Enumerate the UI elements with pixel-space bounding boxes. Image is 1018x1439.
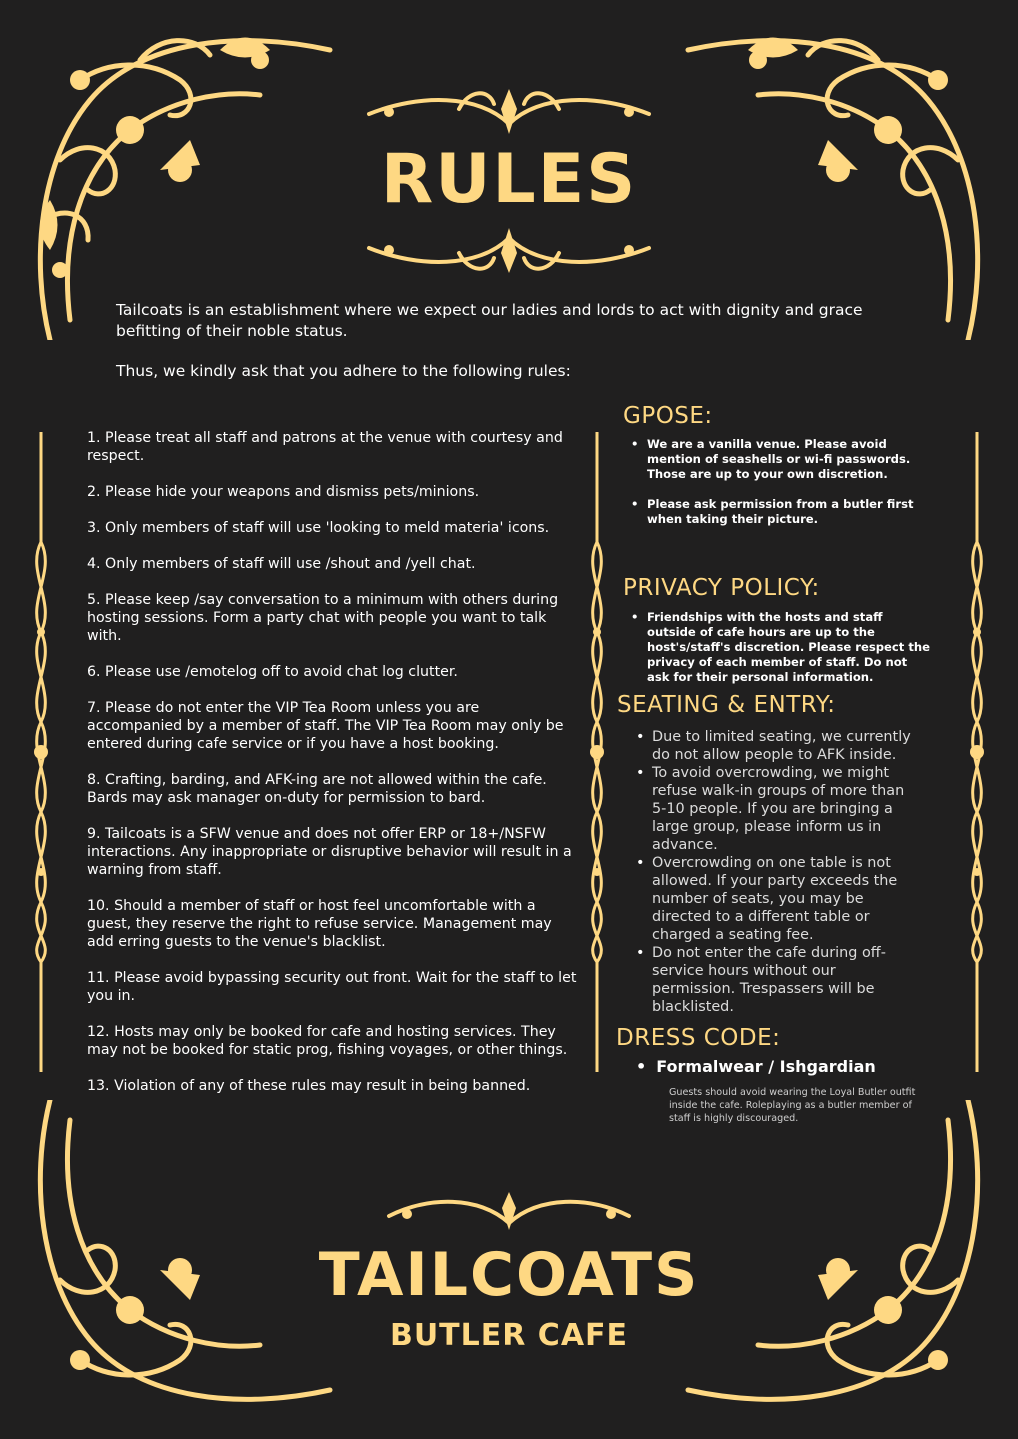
- dress-code-note: Guests should avoid wearing the Loyal Butler outfit inside the cafe. Roleplaying as a butler member of staff is highly discouraged.: [669, 1087, 916, 1124]
- dress-code-heading: DRESS CODE:: [616, 1025, 781, 1051]
- title-bottom-divider-icon: [359, 218, 659, 278]
- rule-item: 6. Please use /emotelog off to avoid chat log clutter.: [87, 664, 458, 680]
- rule-item: 4. Only members of staff will use /shout and /yell chat.: [87, 556, 476, 572]
- rule-item: 11. Please avoid bypassing security out front. Wait for the staff to let you in.: [87, 970, 577, 1004]
- privacy-heading: PRIVACY POLICY:: [623, 575, 820, 601]
- seating-item: • Do not enter the cafe during off-service hours without our permission. Trespassers will be blacklisted.: [632, 944, 922, 1016]
- seating-item: • To avoid overcrowding, we might refuse walk-in groups of more than 5-10 people. If you are bringing a large group, please inform us in advance.: [632, 764, 922, 854]
- rule-item: 7. Please do not enter the VIP Tea Room unless you are accompanied by a member of staff. The VIP Tea Room may only be entered during cafe service or if you have a host booking.: [87, 700, 564, 752]
- intro-paragraph: Tailcoats is an establishment where we expect our ladies and lords to act with dignity and grace befitting of their noble status.: [116, 301, 863, 340]
- rule-item: 1. Please treat all staff and patrons at the venue with courtesy and respect.: [87, 430, 563, 464]
- rule-item: 10. Should a member of staff or host feel uncomfortable with a guest, they reserve the right to refuse service. Management may add erring guests to the venue's blacklist.: [87, 898, 552, 950]
- gpose-list: [627, 437, 932, 527]
- title-top-divider-icon: [359, 84, 659, 144]
- rule-item: 9. Tailcoats is a SFW venue and does not offer ERP or 18+/NSFW interactions. Any inappropriate or disruptive behavior will result in a warning from staff.: [87, 826, 572, 878]
- seating-item: • Overcrowding on one table is not allowed. If your party exceeds the number of seats, you may be directed to a different table or charged a seating fee.: [632, 854, 922, 944]
- rule-item: 13. Violation of any of these rules may result in being banned.: [87, 1078, 531, 1094]
- right-vertical-border-icon: [962, 432, 992, 1072]
- intro-text: [116, 300, 906, 401]
- rule-item: 3. Only members of staff will use 'looking to meld materia' icons.: [87, 520, 550, 536]
- seating-list: [632, 728, 922, 1016]
- rule-item: 8. Crafting, barding, and AFK-ing are not allowed within the cafe. Bards may ask manager on-duty for permission to bard.: [87, 772, 547, 806]
- rule-item: 12. Hosts may only be booked for cafe and hosting services. They may not be booked for static prog, fishing voyages, or other things.: [87, 1024, 568, 1058]
- privacy-list: [627, 610, 932, 685]
- dress-code-item: • Formalwear / Ishgardian: [636, 1057, 876, 1076]
- rule-item: 5. Please keep /say conversation to a minimum with others during hosting sessions. Form a party chat with people you want to talk with.: [87, 592, 559, 644]
- brand-name: TAILCOATS: [318, 1240, 700, 1310]
- intro-lead-in: Thus, we kindly ask that you adhere to the following rules:: [116, 362, 571, 380]
- seating-item: • Due to limited seating, we currently do not allow people to AFK inside.: [632, 728, 922, 764]
- brand-top-divider-icon: [379, 1188, 639, 1238]
- left-vertical-border-icon: [26, 432, 56, 1072]
- seating-heading: SEATING & ENTRY:: [617, 692, 836, 718]
- rules-list: [87, 429, 577, 1113]
- center-vertical-border-icon: [582, 432, 612, 1072]
- rule-item: 2. Please hide your weapons and dismiss pets/minions.: [87, 484, 480, 500]
- gpose-heading: GPOSE:: [623, 403, 713, 429]
- privacy-item: • Friendships with the hosts and staff outside of cafe hours are up to the host's/staff's discretion. Please respect the privacy of each member of staff. Do not ask for their personal information.: [627, 610, 932, 685]
- brand-subtitle: BUTLER CAFE: [389, 1318, 629, 1353]
- gpose-item: • We are a vanilla venue. Please avoid mention of seashells or wi-fi passwords. Those are up to your own discretion.: [627, 437, 932, 482]
- gpose-item: • Please ask permission from a butler first when taking their picture.: [627, 497, 932, 527]
- page-title: RULES: [380, 140, 638, 219]
